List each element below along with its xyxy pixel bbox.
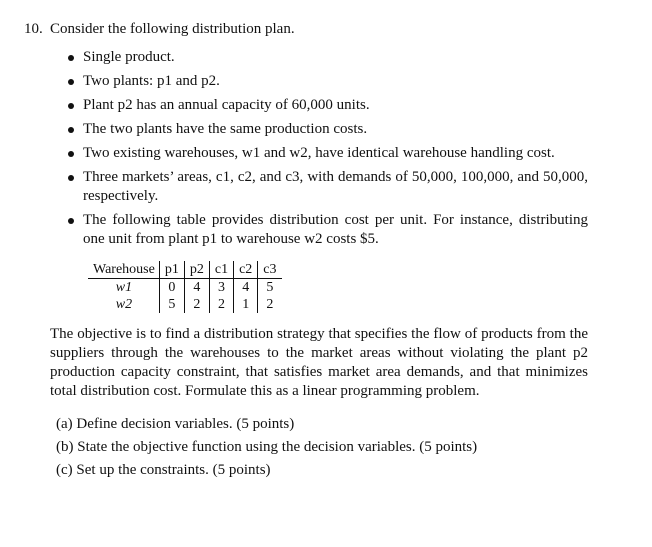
bullet-icon — [68, 175, 74, 181]
bullet-item: Two plants: p1 and p2. — [24, 72, 624, 91]
bullet-icon — [68, 127, 74, 133]
problem-10 — [24, 20, 624, 484]
table-row — [88, 279, 282, 297]
question-heading — [24, 20, 624, 39]
objective-paragraph: The objective is to find a distribution strategy that specifies the flow of products from the suppliers through the warehouses to the market areas without violating the plant p2 production capacity constraint, that satisfies market area demands, and that minimizes total distribution cost. Formulate this as a linear programming problem. — [50, 326, 588, 399]
bullet-item: Three markets’ areas, c1, c2, and c3, with demands of 50,000, 100,000, and 50,000, respectively. — [24, 168, 588, 206]
table-header-cell: p2 — [184, 261, 209, 279]
question-parts — [24, 415, 624, 480]
bullet-item: The following table provides distribution cost per unit. For instance, distributing one unit from plant p1 to warehouse w2 costs $5. — [24, 211, 588, 249]
table-row-label: w1 — [88, 279, 159, 297]
table-header-cell: c2 — [234, 261, 258, 279]
table-cell: 5 — [159, 296, 184, 313]
table-row-label: w2 — [88, 296, 159, 313]
bullet-icon — [68, 218, 74, 224]
question-text: Consider the following distribution plan. — [50, 21, 295, 37]
table-header-row — [88, 261, 282, 279]
bullet-icon — [68, 55, 74, 61]
bullet-item: The two plants have the same production costs. — [24, 120, 624, 139]
table-cell: 4 — [184, 279, 209, 297]
table-header-cell: c3 — [258, 261, 282, 279]
bullet-icon — [68, 103, 74, 109]
table-cell: 1 — [234, 296, 258, 313]
part-item: (c) Set up the constraints. (5 points) — [56, 462, 271, 478]
table-cell: 5 — [266, 280, 274, 295]
table-header-cell: c1 — [209, 261, 233, 279]
distribution-cost-table — [88, 261, 282, 313]
bullet-icon — [68, 79, 74, 85]
table-cell: 3 — [209, 279, 233, 297]
table-cell: 2 — [266, 297, 274, 312]
table-cell: 4 — [234, 279, 258, 297]
table-row — [88, 296, 282, 313]
bullet-item: Plant p2 has an annual capacity of 60,000 units. — [24, 96, 624, 115]
question-number: 10. — [24, 21, 43, 37]
bullet-list — [24, 48, 624, 249]
bullet-icon — [68, 151, 74, 157]
table-header-cell: p1 — [159, 261, 184, 279]
table-cell: 0 — [159, 279, 184, 297]
part-item: (b) State the objective function using the decision variables. (5 points) — [56, 439, 478, 455]
table-header-cell: Warehouse — [88, 261, 159, 279]
bullet-item: Two existing warehouses, w1 and w2, have identical warehouse handling cost. — [24, 144, 624, 163]
bullet-item: Single product. — [24, 48, 624, 67]
table-cell: 2 — [184, 296, 209, 313]
part-item: (a) Define decision variables. (5 points) — [56, 416, 295, 432]
table-cell: 2 — [209, 296, 233, 313]
